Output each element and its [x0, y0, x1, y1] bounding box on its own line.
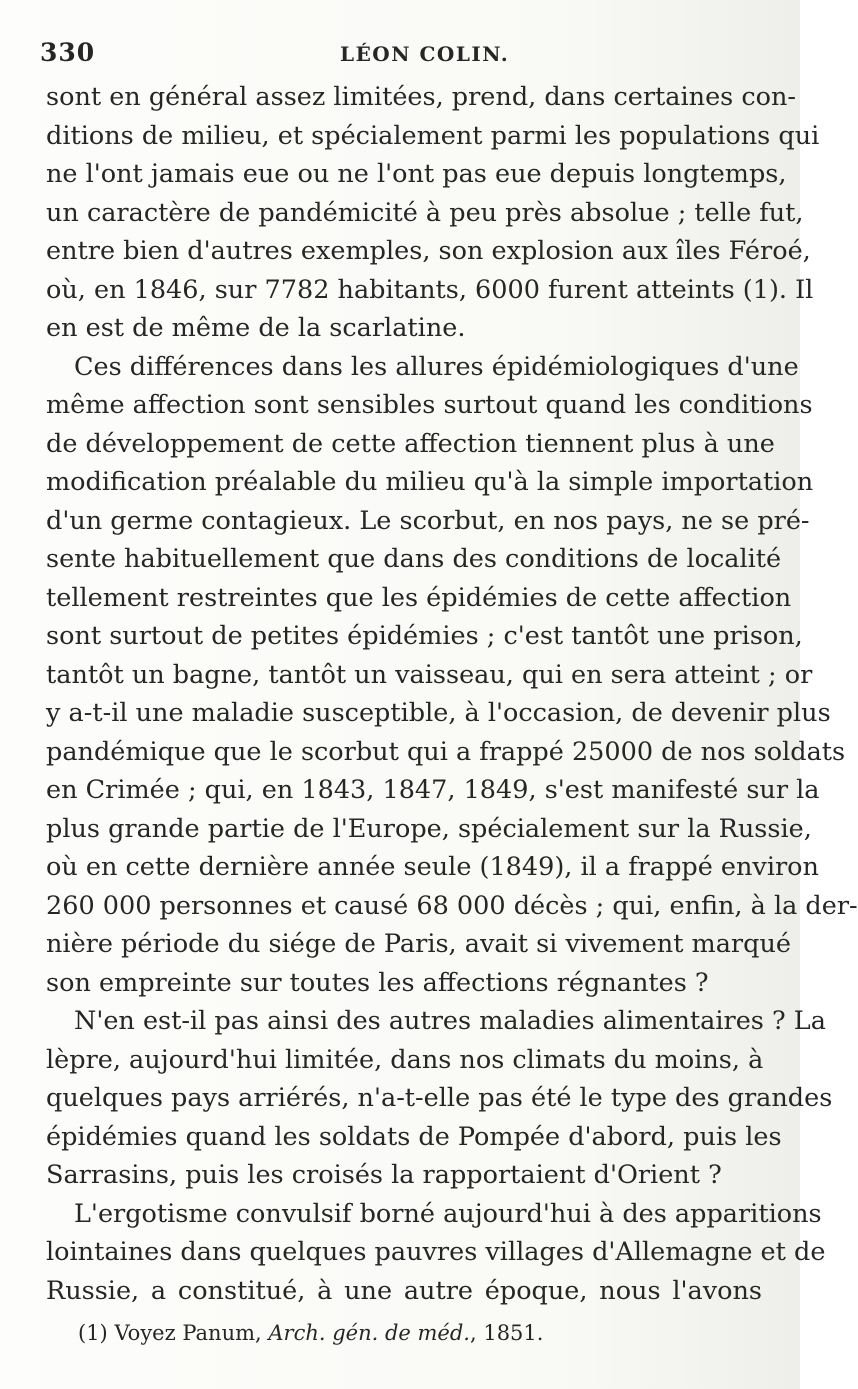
- text-line: quelques pays arriérés, n'a-t-elle pas été le type des grandes: [46, 1083, 833, 1113]
- text-line: lointaines dans quelques pauvres villages d'Allemagne et de: [46, 1237, 826, 1267]
- text-line: ne l'ont jamais eue ou ne l'ont pas eue depuis longtemps,: [46, 159, 787, 189]
- body-text: [46, 78, 858, 1310]
- text-line: pandémique que le scorbut qui a frappé 25000 de nos soldats: [46, 736, 846, 767]
- text-line: même affection sont sensibles surtout quand les conditions: [46, 390, 813, 420]
- text-line: 260 000 personnes et causé 68 000 décès ; qui, enfin, à la der-: [46, 890, 858, 921]
- text-line: plus grande partie de l'Europe, spécialement sur la Russie,: [46, 813, 812, 844]
- text-line: un caractère de pandémicité à peu près absolue ; telle fut,: [46, 197, 804, 228]
- footnote-text: Voyez Panum,: [114, 1321, 262, 1345]
- text-line: épidémies quand les soldats de Pompée d'abord, puis les: [46, 1121, 782, 1152]
- text-line: sente habituellement que dans des conditions de localité: [46, 544, 782, 574]
- footnote-marker: (1): [78, 1321, 108, 1345]
- text-line: Ces différences dans les allures épidémiologiques d'une: [74, 351, 799, 382]
- text-line: nière période du siége de Paris, avait si vivement marqué: [46, 929, 791, 959]
- footnote-journal: Arch. gén. de méd.: [268, 1321, 470, 1345]
- text-line: son empreinte sur toutes les affections régnantes ?: [46, 967, 709, 998]
- text-line: tellement restreintes que les épidémies de cette affection: [46, 582, 792, 613]
- text-line: sont en général assez limitées, prend, dans certaines con-: [46, 82, 797, 112]
- text-line: entre bien d'autres exemples, son explosion aux îles Féroé,: [46, 236, 811, 266]
- running-head: LÉON COLIN.: [340, 42, 510, 66]
- text-line: d'un germe contagieux. Le scorbut, en nos pays, ne se pré-: [46, 505, 810, 536]
- text-line: lèpre, aujourd'hui limitée, dans nos climats du moins, à: [46, 1044, 764, 1075]
- text-line: sont surtout de petites épidémies ; c'est tantôt une prison,: [46, 621, 803, 651]
- text-line: Russie, a constitué, à une autre époque, nous l'avons: [46, 1275, 762, 1306]
- text-line: où en cette dernière année seule (1849), il a frappé environ: [46, 852, 819, 882]
- text-line: ditions de milieu, et spécialement parmi les populations qui: [46, 120, 820, 151]
- text-line: tantôt un bagne, tantôt un vaisseau, qui en sera atteint ; or: [46, 659, 813, 690]
- text-line: en est de même de la scarlatine.: [46, 313, 466, 343]
- footnote: [78, 1318, 543, 1348]
- footnote-year: , 1851.: [469, 1321, 544, 1345]
- text-line: N'en est-il pas ainsi des autres maladies alimentaires ? La: [74, 1006, 826, 1036]
- text-line: Sarrasins, puis les croisés la rapportaient d'Orient ?: [46, 1160, 722, 1190]
- text-line: en Crimée ; qui, en 1843, 1847, 1849, s'est manifesté sur la: [46, 775, 820, 805]
- text-line: modification préalable du milieu qu'à la simple importation: [46, 467, 814, 497]
- text-line: y a-t-il une maladie susceptible, à l'occasion, de devenir plus: [46, 698, 831, 728]
- text-line: de développement de cette affection tiennent plus à une: [46, 428, 775, 459]
- page-number: 330: [40, 38, 96, 67]
- text-line: où, en 1846, sur 7782 habitants, 6000 furent atteints (1). Il: [46, 274, 814, 305]
- text-line: L'ergotisme convulsif borné aujourd'hui à des apparitions: [74, 1198, 822, 1229]
- page-header: [40, 38, 760, 78]
